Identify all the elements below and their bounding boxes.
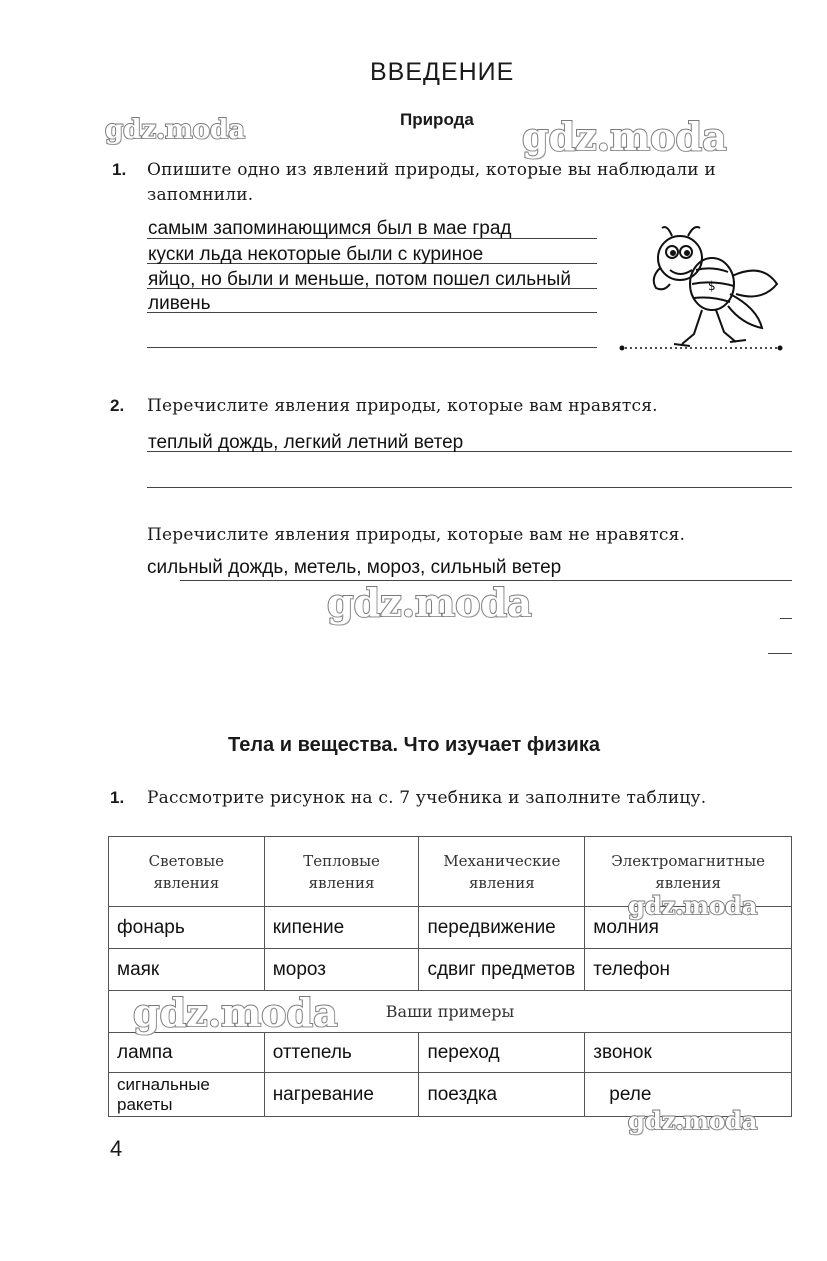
table-cell: сдвиг предметов xyxy=(419,949,585,991)
table-cell: нагревание xyxy=(264,1073,419,1117)
question-text: Опишите одно из явлений природы, которые вы наблюдали и xyxy=(147,160,716,180)
table-cell: мороз xyxy=(264,949,419,991)
handwritten-answer: сильный дождь, метель, мороз, сильный ветер xyxy=(147,557,562,578)
table-cell: телефон xyxy=(585,949,792,991)
table-cell: кипение xyxy=(264,907,419,949)
table-cell: молния xyxy=(585,907,792,949)
answer-line xyxy=(780,618,792,619)
phenomena-table xyxy=(108,836,792,1117)
table-cell: реле xyxy=(585,1073,792,1117)
table-cell: оттепель xyxy=(264,1033,419,1073)
examples-label: Ваши примеры xyxy=(109,991,792,1033)
table-cell: звонок xyxy=(585,1033,792,1073)
table-cell: маяк xyxy=(109,949,265,991)
table-cell: переход xyxy=(419,1033,585,1073)
handwritten-answer: куски льда некоторые были с куриное xyxy=(148,244,484,265)
handwritten-answer: теплый дождь, легкий летний ветер xyxy=(148,432,464,453)
question-text: Перечислите явления природы, которые вам нравятся. xyxy=(147,396,658,416)
table-row xyxy=(109,949,792,991)
table-cell: передвижение xyxy=(419,907,585,949)
section-title: Тела и вещества. Что изучает физика xyxy=(228,734,600,756)
question-text: Рассмотрите рисунок на с. 7 учебника и заполните таблицу. xyxy=(147,788,707,808)
question-text: Перечислите явления природы, которые вам не нравятся. xyxy=(147,525,686,545)
question-number: 2. xyxy=(110,396,125,415)
table-cell: фонарь xyxy=(109,907,265,949)
page-number: 4 xyxy=(110,1136,123,1161)
question-text: запомнили. xyxy=(147,185,254,205)
answer-line xyxy=(147,487,792,488)
watermark: gdz.moda xyxy=(105,115,246,145)
answer-line xyxy=(147,347,597,348)
bee-cartoon-illustration xyxy=(612,222,792,357)
watermark: gdz.moda xyxy=(522,114,727,159)
handwritten-answer: ливень xyxy=(148,293,211,314)
watermark: gdz.moda xyxy=(628,891,758,920)
answer-line xyxy=(768,653,792,654)
topic-title: Природа xyxy=(400,110,474,129)
table-cell: сигнальные ракеты xyxy=(109,1073,265,1117)
watermark: gdz.moda xyxy=(133,990,338,1035)
table-row xyxy=(109,1033,792,1073)
watermark: gdz.moda xyxy=(327,580,532,625)
table-cell: лампа xyxy=(109,1033,265,1073)
table-header-cell: Световые явления xyxy=(109,837,265,907)
dollar-sign-glyph: $ xyxy=(708,279,716,293)
table-cell: поездка xyxy=(419,1073,585,1117)
question-number: 1. xyxy=(110,788,125,807)
chapter-title: ВВЕДЕНИЕ xyxy=(370,58,515,86)
watermark: gdz.moda xyxy=(628,1106,758,1135)
question-number: 1. xyxy=(112,160,127,179)
table-header-cell: Электромагнитные явления xyxy=(585,837,792,907)
handwritten-answer: яйцо, но были и меньше, потом пошел сильный xyxy=(148,269,571,290)
answer-line xyxy=(147,312,597,313)
table-header-cell: Механические явления xyxy=(419,837,585,907)
handwritten-answer: самым запоминающимся был в мае град xyxy=(148,218,512,239)
table-header-cell: Тепловые явления xyxy=(264,837,419,907)
